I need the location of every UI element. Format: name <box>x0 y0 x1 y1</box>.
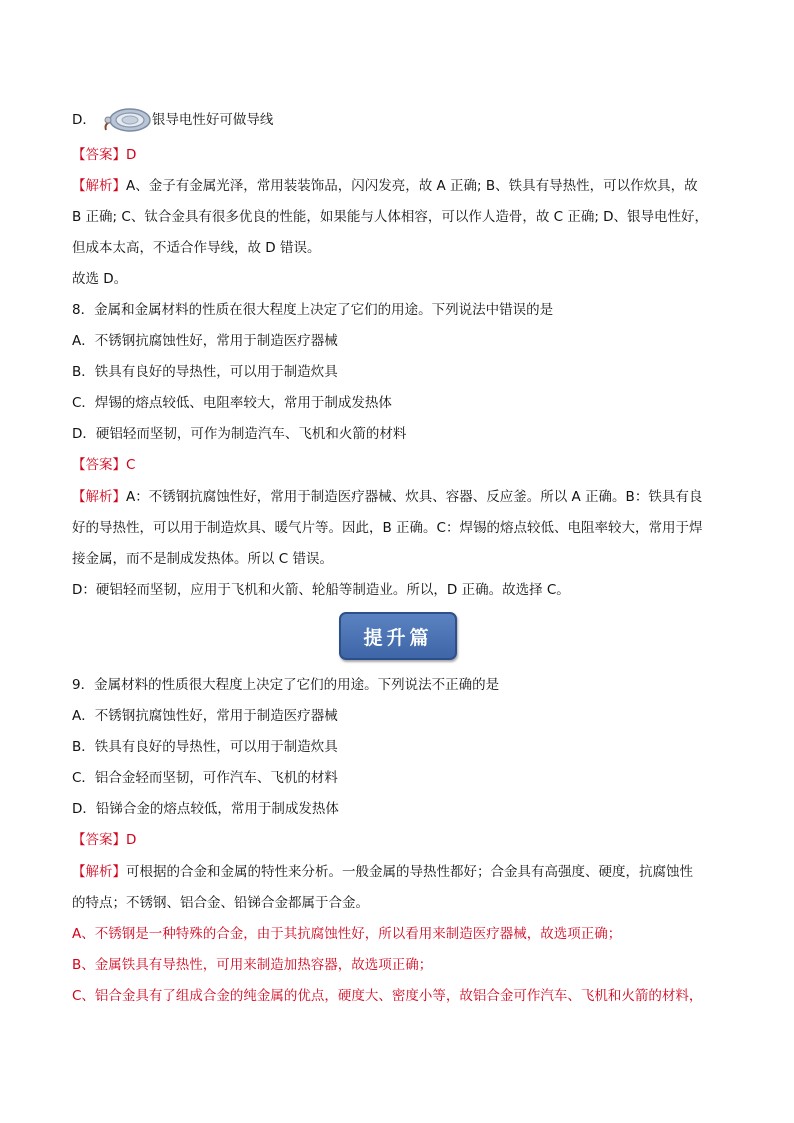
answer-value: D <box>126 832 137 848</box>
q8-option-b: B．铁具有良好的导热性，可以用于制造炊具 <box>72 364 338 380</box>
analysis-text: A：不锈钢抗腐蚀性好，常用于制造医疗器械、炊具、容器、反应釜。所以 A 正确。B：铁具有良 <box>126 489 703 505</box>
q8-answer <box>72 455 135 475</box>
q9-option-b: B．铁具有良好的导热性，可以用于制造炊具 <box>72 739 338 755</box>
silver-wire-coil-image <box>100 104 152 136</box>
q7-answer <box>72 145 136 165</box>
q7-option-d <box>72 104 273 136</box>
section-banner: 提升篇 <box>339 612 457 660</box>
q8-analysis-line-2: 好的导热性，可以用于制造炊具、暖气片等。因此，B 正确。C：焊锡的熔点较低、电阻率较大，常用于焊 <box>72 520 703 536</box>
q7-analysis-line-3: 但成本太高，不适合作导线，故 D 错误。 <box>72 240 321 256</box>
q7-analysis-line-1 <box>72 176 698 196</box>
q9-option-d: D．铅锑合金的熔点较低，常用于制成发热体 <box>72 801 339 817</box>
q9-option-a: A．不锈钢抗腐蚀性好，常用于制造医疗器械 <box>72 708 338 724</box>
analysis-tag: 【解析】 <box>72 178 126 194</box>
q8-option-d: D．硬铝轻而坚韧，可作为制造汽车、飞机和火箭的材料 <box>72 426 407 442</box>
answer-value: C <box>126 457 136 473</box>
q9-answer <box>72 830 136 850</box>
q9-analysis-line-4: B、金属铁具有导热性，可用来制造加热容器，故选项正确； <box>72 957 433 973</box>
q9-analysis-line-1 <box>72 862 693 882</box>
answer-tag: 【答案】 <box>72 832 126 848</box>
q9-analysis-line-2: 的特点；不锈钢、铝合金、铅锑合金都属于合金。 <box>72 895 369 911</box>
answer-tag: 【答案】 <box>72 457 126 473</box>
q8-option-c: C．焊锡的熔点较低、电阻率较大，常用于制成发热体 <box>72 395 392 411</box>
analysis-text: 可根据的合金和金属的特性来分析。一般金属的导热性都好；合金具有高强度、硬度，抗腐蚀性 <box>126 864 693 880</box>
q8-stem: 8．金属和金属材料的性质在很大程度上决定了它们的用途。下列说法中错误的是 <box>72 302 554 318</box>
q8-option-a: A．不锈钢抗腐蚀性好，常用于制造医疗器械 <box>72 333 338 349</box>
answer-value: D <box>126 147 137 163</box>
q7-option-d-text: 银导电性好可做导线 <box>151 112 274 128</box>
q7-analysis-line-2: B 正确; C、钛合金具有很多优良的性能，如果能与人体相容，可以作人造骨，故 C 正确; D、银导电性好， <box>72 209 709 225</box>
q9-stem: 9．金属材料的性质很大程度上决定了它们的用途。下列说法不正确的是 <box>72 677 500 693</box>
q7-conclusion: 故选 D。 <box>72 271 128 287</box>
q8-analysis-line-3: 接金属，而不是制成发热体。所以 C 错误。 <box>72 551 334 567</box>
q7-option-d-prefix: D． <box>72 112 96 128</box>
analysis-tag: 【解析】 <box>72 864 126 880</box>
q8-analysis-line-1 <box>72 487 702 507</box>
q9-analysis-line-3: A、不锈钢是一种特殊的合金，由于其抗腐蚀性好，所以看用来制造医疗器械，故选项正确； <box>72 926 622 942</box>
answer-tag: 【答案】 <box>72 147 126 163</box>
q8-analysis-line-4: D：硬铝轻而坚韧，应用于飞机和火箭、轮船等制造业。所以，D 正确。故选择 C。 <box>72 582 570 598</box>
analysis-tag: 【解析】 <box>72 489 126 505</box>
q9-analysis-line-5: C、铝合金具有了组成合金的纯金属的优点，硬度大、密度小等，故铝合金可作汽车、飞机和火箭的材料， <box>72 988 703 1004</box>
q9-option-c: C．铝合金轻而坚韧，可作汽车、飞机的材料 <box>72 770 338 786</box>
analysis-text: A、金子有金属光泽，常用装装饰品，闪闪发亮，故 A 正确; B、铁具有导热性，可以作炊具，故 <box>126 178 698 194</box>
